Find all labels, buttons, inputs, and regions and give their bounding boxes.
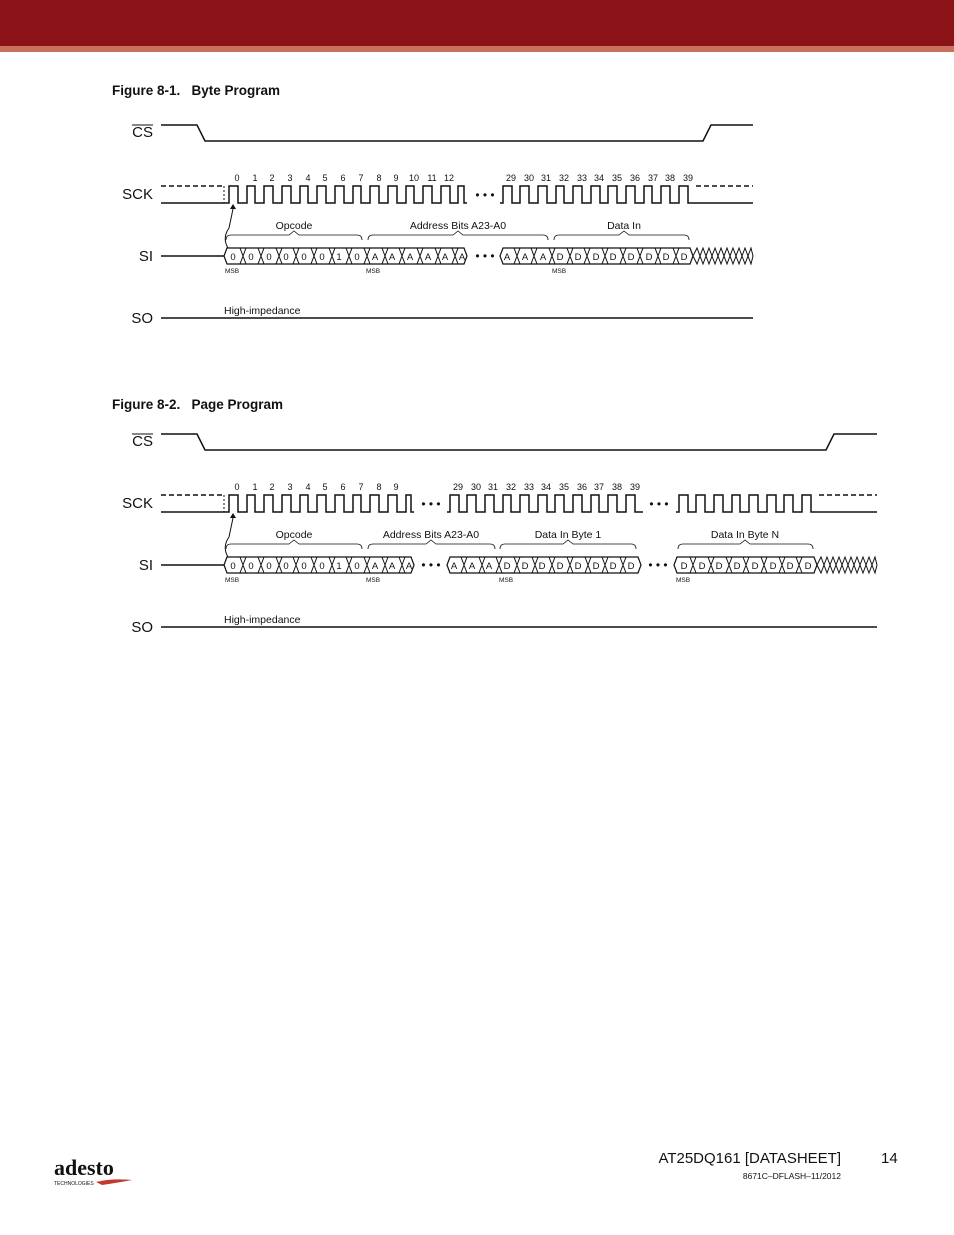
so-label: SO bbox=[131, 310, 153, 327]
so-label: SO bbox=[131, 619, 153, 636]
bit-cell: D bbox=[627, 561, 635, 572]
group-label-data: Data In bbox=[607, 220, 641, 232]
bit-cell: A bbox=[371, 561, 379, 572]
cs-waveform bbox=[161, 434, 877, 450]
bit-cell: A bbox=[458, 252, 466, 263]
bit-cell: 0 bbox=[230, 561, 236, 572]
bit-cell: D bbox=[645, 252, 653, 263]
bit-cell: D bbox=[751, 561, 759, 572]
sck-label: SCK bbox=[122, 186, 153, 203]
bit-cell: D bbox=[609, 252, 617, 263]
clock-number: 36 bbox=[576, 482, 588, 492]
cs-waveform bbox=[161, 125, 753, 141]
bit-cell: D bbox=[556, 252, 564, 263]
logo-wordmark: adesto bbox=[54, 1155, 114, 1180]
group-label-address: Address Bits A23-A0 bbox=[409, 220, 507, 232]
clock-number: 29 bbox=[452, 482, 464, 492]
bit-cell: D bbox=[662, 252, 670, 263]
logo-subtitle: TECHNOLOGIES bbox=[54, 1181, 94, 1187]
group-label-address: Address Bits A23-A0 bbox=[382, 529, 480, 541]
cs-label: CS bbox=[132, 433, 153, 450]
group-label-data-byte-n: Data In Byte N bbox=[710, 529, 780, 541]
group-label-opcode: Opcode bbox=[275, 220, 313, 232]
bit-cell: 0 bbox=[319, 252, 325, 263]
clock-numbers-b bbox=[506, 173, 693, 183]
clock-number: 1 bbox=[252, 482, 258, 492]
clock-number: 33 bbox=[576, 173, 588, 183]
bit-cell: D bbox=[698, 561, 706, 572]
bit-cell: D bbox=[627, 252, 635, 263]
msb-label: MSB bbox=[676, 577, 691, 584]
sck-waveform bbox=[161, 186, 753, 203]
clock-number: 9 bbox=[393, 173, 399, 183]
bit-cell: A bbox=[485, 561, 493, 572]
clock-number: 30 bbox=[523, 173, 535, 183]
bit-cell: 0 bbox=[283, 561, 289, 572]
bit-cell: A bbox=[405, 561, 413, 572]
figure-1-timing-diagram bbox=[0, 110, 954, 340]
header-bar bbox=[0, 0, 954, 46]
msb-label: MSB bbox=[499, 577, 514, 584]
clock-number: 2 bbox=[269, 173, 275, 183]
bit-cell: 0 bbox=[230, 252, 236, 263]
clock-number: 8 bbox=[376, 482, 382, 492]
bit-cell: D bbox=[592, 561, 600, 572]
address-brace bbox=[368, 540, 495, 549]
clock-numbers-a bbox=[234, 173, 454, 183]
bit-cell: D bbox=[715, 561, 723, 572]
clock-number: 5 bbox=[322, 173, 328, 183]
bit-cell: D bbox=[769, 561, 777, 572]
sck-ellipsis: • • • bbox=[649, 497, 669, 511]
clock-arrow bbox=[225, 209, 233, 248]
document-title: AT25DQ161 [DATASHEET] bbox=[658, 1150, 841, 1167]
clock-number: 36 bbox=[629, 173, 641, 183]
sck-ellipsis: • • • bbox=[475, 188, 495, 202]
sck-label: SCK bbox=[122, 495, 153, 512]
clock-number: 8 bbox=[376, 173, 382, 183]
clock-number: 4 bbox=[305, 173, 311, 183]
bit-cell: 0 bbox=[266, 252, 272, 263]
clock-number: 31 bbox=[487, 482, 499, 492]
si-label: SI bbox=[138, 248, 153, 265]
clock-number: 39 bbox=[629, 482, 641, 492]
clock-number: 6 bbox=[340, 173, 346, 183]
clock-number: 6 bbox=[340, 482, 346, 492]
clock-number: 0 bbox=[234, 482, 240, 492]
data-byte-1-brace bbox=[500, 540, 636, 549]
clock-number: 3 bbox=[287, 173, 293, 183]
clock-numbers-b bbox=[453, 482, 640, 492]
clock-number: 2 bbox=[269, 482, 275, 492]
data-brace bbox=[554, 231, 689, 240]
bit-cell: 0 bbox=[301, 561, 307, 572]
si-ellipsis: • • • bbox=[421, 558, 441, 572]
clock-number: 37 bbox=[593, 482, 605, 492]
clock-number: 29 bbox=[505, 173, 517, 183]
group-label-opcode: Opcode bbox=[275, 529, 313, 541]
clock-number: 9 bbox=[393, 482, 399, 492]
msb-label: MSB bbox=[366, 577, 381, 584]
clock-number: 32 bbox=[505, 482, 517, 492]
document-number: 8671C–DFLASH–11/2012 bbox=[742, 1171, 841, 1181]
bit-cell: 0 bbox=[248, 252, 254, 263]
clock-number: 5 bbox=[322, 482, 328, 492]
bit-cell: 1 bbox=[336, 252, 342, 263]
adesto-logo bbox=[54, 1152, 144, 1192]
clock-number: 35 bbox=[611, 173, 623, 183]
bit-cell: 0 bbox=[354, 252, 360, 263]
bit-cell: D bbox=[538, 561, 546, 572]
bit-cell: D bbox=[521, 561, 529, 572]
bit-cell: D bbox=[804, 561, 812, 572]
clock-arrow-head bbox=[230, 513, 236, 518]
clock-number: 35 bbox=[558, 482, 570, 492]
clock-arrow bbox=[225, 518, 233, 557]
bit-cell: D bbox=[503, 561, 511, 572]
clock-number: 39 bbox=[682, 173, 694, 183]
bit-cell: A bbox=[539, 252, 547, 263]
cs-label: CS bbox=[132, 124, 153, 141]
si-ellipsis: • • • bbox=[648, 558, 668, 572]
bit-cell: A bbox=[388, 561, 396, 572]
bit-cell: A bbox=[371, 252, 379, 263]
bit-cell: 0 bbox=[354, 561, 360, 572]
msb-label: MSB bbox=[225, 268, 240, 275]
bit-cell: A bbox=[388, 252, 396, 263]
address-brace bbox=[368, 231, 548, 240]
page-number: 14 bbox=[881, 1150, 898, 1167]
si-ellipsis: • • • bbox=[475, 249, 495, 263]
clock-number: 10 bbox=[408, 173, 420, 183]
opcode-brace bbox=[226, 540, 362, 549]
clock-number: 4 bbox=[305, 482, 311, 492]
high-impedance-label: High-impedance bbox=[224, 305, 301, 317]
group-label-data-byte-1: Data In Byte 1 bbox=[534, 529, 602, 541]
clock-number: 31 bbox=[540, 173, 552, 183]
msb-label: MSB bbox=[366, 268, 381, 275]
clock-number: 7 bbox=[358, 173, 364, 183]
clock-arrow-head bbox=[230, 204, 236, 209]
bit-cell: D bbox=[556, 561, 564, 572]
bit-cell: D bbox=[592, 252, 600, 263]
bit-cell: D bbox=[680, 561, 688, 572]
si-bits bbox=[230, 252, 687, 263]
bit-cell: A bbox=[521, 252, 529, 263]
bit-cell: 0 bbox=[283, 252, 289, 263]
bit-cell: A bbox=[503, 252, 511, 263]
clock-number: 1 bbox=[252, 173, 258, 183]
bit-cell: 0 bbox=[319, 561, 325, 572]
clock-numbers-a bbox=[234, 482, 398, 492]
bit-cell: D bbox=[609, 561, 617, 572]
clock-number: 3 bbox=[287, 482, 293, 492]
msb-label: MSB bbox=[225, 577, 240, 584]
clock-number: 33 bbox=[523, 482, 535, 492]
bit-cell: D bbox=[680, 252, 688, 263]
high-impedance-label: High-impedance bbox=[224, 614, 301, 626]
clock-number: 34 bbox=[540, 482, 552, 492]
logo-swoosh bbox=[96, 1179, 132, 1185]
si-bits bbox=[230, 561, 811, 572]
bit-cell: A bbox=[468, 561, 476, 572]
clock-number: 34 bbox=[593, 173, 605, 183]
bit-cell: 1 bbox=[336, 561, 342, 572]
clock-number: 30 bbox=[470, 482, 482, 492]
bit-cell: D bbox=[786, 561, 794, 572]
sck-waveform bbox=[161, 495, 877, 512]
bit-cell: D bbox=[574, 252, 582, 263]
bit-cell: D bbox=[574, 561, 582, 572]
bit-cell: A bbox=[450, 561, 458, 572]
data-byte-n-brace bbox=[678, 540, 813, 549]
sck-ellipsis: • • • bbox=[421, 497, 441, 511]
bit-cell: D bbox=[733, 561, 741, 572]
clock-number: 32 bbox=[558, 173, 570, 183]
clock-number: 37 bbox=[647, 173, 659, 183]
figure-2-timing-diagram bbox=[0, 420, 954, 650]
bit-cell: A bbox=[406, 252, 414, 263]
opcode-brace bbox=[226, 231, 362, 240]
bit-cell: A bbox=[424, 252, 432, 263]
clock-number: 38 bbox=[611, 482, 623, 492]
si-label: SI bbox=[138, 557, 153, 574]
clock-number: 7 bbox=[358, 482, 364, 492]
clock-number: 12 bbox=[443, 173, 455, 183]
bit-cell: 0 bbox=[301, 252, 307, 263]
bit-cell: 0 bbox=[248, 561, 254, 572]
header-stripe bbox=[0, 46, 954, 52]
bit-cell: 0 bbox=[266, 561, 272, 572]
clock-number: 11 bbox=[427, 173, 437, 183]
figure-2-caption: Figure 8-2. Page Program bbox=[112, 397, 284, 412]
clock-number: 0 bbox=[234, 173, 240, 183]
clock-number: 38 bbox=[664, 173, 676, 183]
bit-cell: A bbox=[441, 252, 449, 263]
figure-1-caption: Figure 8-1. Byte Program bbox=[112, 83, 281, 98]
msb-label: MSB bbox=[552, 268, 567, 275]
